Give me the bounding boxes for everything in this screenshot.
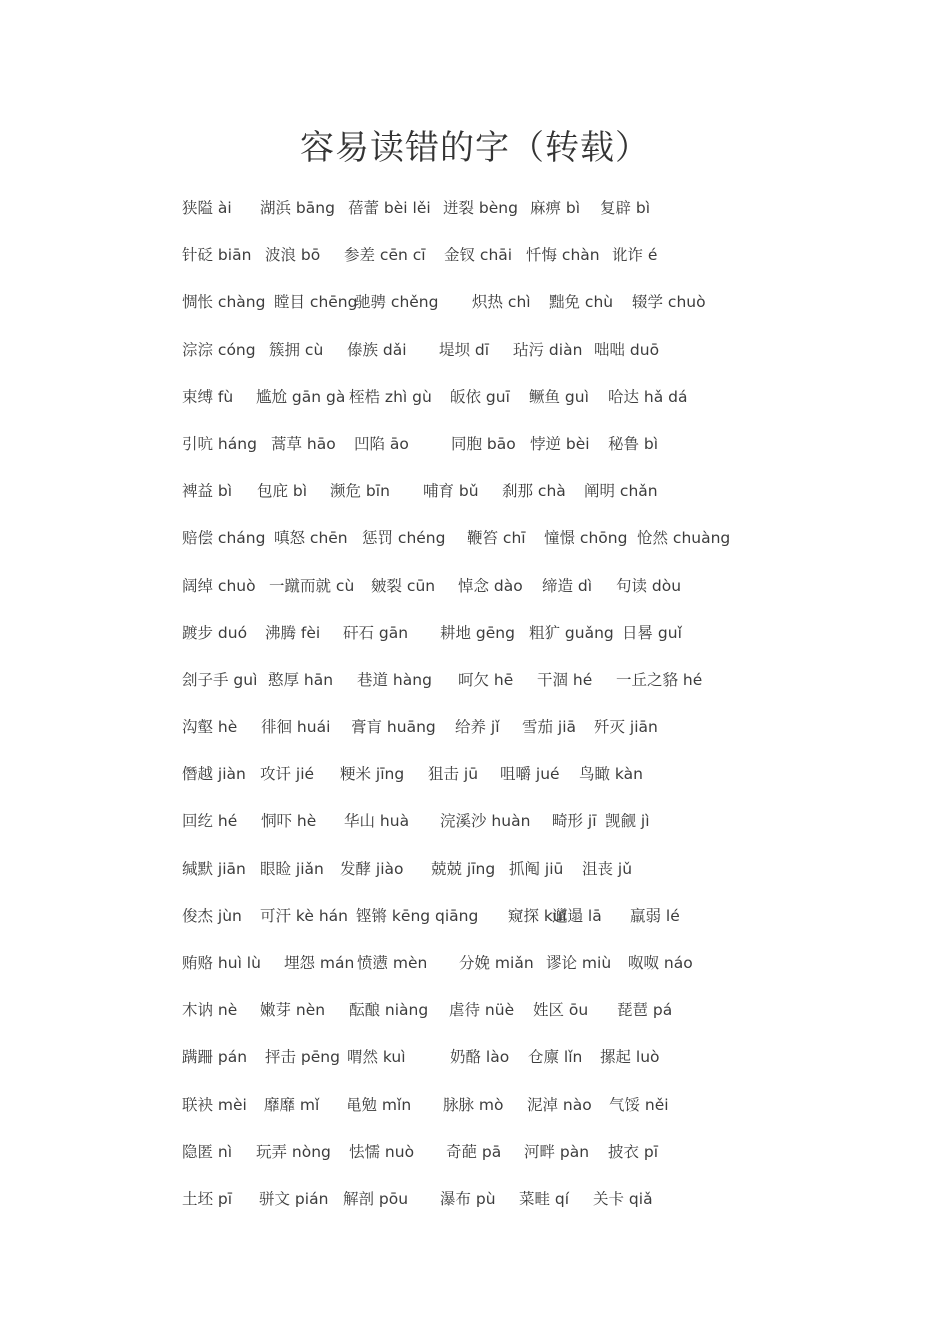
word-entry: 矸石 gān [343, 623, 409, 642]
word-entry: 一蹴而就 cù [269, 576, 355, 595]
word-entry: 狭隘 ài [182, 199, 232, 217]
word-row [182, 756, 882, 803]
word-entry: 蓓蕾 bèi lěi [348, 199, 431, 217]
word-entry: 缄默 jiān [182, 859, 246, 878]
word-entry: 可汗 kè hán [260, 906, 348, 925]
word-entry: 隐匿 nì [182, 1142, 233, 1161]
word-entry: 解剖 pōu [343, 1189, 409, 1208]
word-entry: 哈达 hǎ dá [608, 387, 688, 406]
word-entry: 皈依 guī [450, 387, 510, 406]
word-entry: 包庇 bì [257, 482, 308, 501]
word-row [182, 945, 882, 992]
word-row [182, 992, 882, 1039]
word-entry: 徘徊 huái [261, 718, 331, 737]
word-entry: 靡靡 mǐ [264, 1095, 320, 1114]
word-row [182, 662, 882, 709]
word-row [182, 520, 882, 567]
word-entry: 缔造 dì [542, 576, 593, 595]
word-entry: 觊觎 jì [605, 812, 650, 831]
word-entry: 辍学 chuò [632, 293, 706, 312]
word-entry: 俊杰 jùn [182, 906, 242, 925]
word-entry: 踱步 duó [182, 623, 248, 642]
word-entry: 歼灭 jiān [594, 718, 658, 737]
word-entry: 同胞 bāo [451, 434, 516, 453]
word-entry: 裨益 bì [182, 482, 233, 501]
word-entry: 讹诈 é [612, 246, 658, 265]
word-entry: 兢兢 jīng [431, 859, 496, 878]
word-entry: 愤懑 mèn [357, 954, 428, 972]
word-entry: 淙淙 cóng [182, 340, 256, 359]
word-entry: 针砭 biān [182, 246, 252, 265]
word-entry: 木讷 nè [182, 1001, 238, 1020]
word-entry: 嗔怒 chēn [274, 529, 348, 548]
word-entry: 羸弱 lé [630, 906, 680, 925]
word-entry: 波浪 bō [265, 246, 321, 265]
word-entry: 惩罚 chéng [362, 529, 446, 548]
word-entry: 怆然 chuàng [637, 529, 731, 548]
word-entry: 脉脉 mò [443, 1095, 504, 1114]
word-row [182, 237, 882, 284]
word-entry: 黾勉 mǐn [346, 1095, 412, 1114]
word-entry: 堤坝 dī [439, 340, 490, 359]
word-entry: 泥淖 nào [527, 1095, 592, 1114]
word-entry: 回纥 hé [182, 812, 238, 831]
word-entry: 悼念 dào [458, 576, 523, 595]
word-entry: 句读 dòu [616, 576, 682, 595]
word-entry: 骈文 pián [259, 1189, 329, 1208]
word-row [182, 851, 882, 898]
word-entry: 鸟瞰 kàn [579, 765, 643, 784]
word-entry: 攻讦 jié [260, 765, 315, 784]
word-entry: 披衣 pī [608, 1142, 659, 1161]
word-row [182, 332, 882, 379]
word-entry: 忏悔 chàn [526, 246, 600, 265]
word-entry: 窥探 kuī [508, 906, 567, 925]
word-entry: 麻痹 bì [530, 199, 581, 217]
word-entry: 分娩 miǎn [459, 954, 534, 972]
word-entry: 抓阄 jiū [509, 859, 564, 878]
word-entry: 干涸 hé [537, 670, 593, 689]
word-entry: 琵琶 pá [617, 1001, 673, 1020]
word-row [182, 709, 882, 756]
word-entry: 铿锵 kēng qiāng [356, 906, 479, 925]
word-entry: 华山 huà [344, 812, 410, 831]
word-entry: 酝酿 niàng [349, 1001, 429, 1020]
word-entry: 僭越 jiàn [182, 765, 246, 784]
word-entry: 气馁 něi [609, 1095, 669, 1114]
word-entry: 眼睑 jiǎn [260, 859, 324, 878]
word-entry: 刹那 chà [502, 482, 566, 501]
word-entry: 复辟 bì [600, 199, 651, 217]
word-entry: 畸形 jī [552, 812, 597, 831]
word-row [182, 190, 882, 237]
word-entry: 鞭笞 chī [467, 529, 526, 548]
word-entry: 黜免 chù [549, 293, 614, 312]
word-entry: 簇拥 cù [269, 340, 324, 359]
word-entry: 秘鲁 bì [608, 434, 659, 453]
word-entry: 憧憬 chōng [544, 529, 628, 548]
word-entry: 河畔 pàn [524, 1142, 590, 1161]
word-row [182, 803, 882, 850]
word-entry: 束缚 fù [182, 387, 234, 406]
word-entry: 摞起 luò [600, 1048, 660, 1067]
word-entry: 咄咄 duō [594, 340, 660, 359]
word-entry: 粳米 jīng [340, 765, 405, 784]
word-entry: 呵欠 hē [458, 670, 514, 689]
word-entry: 仓廪 lǐn [528, 1048, 583, 1067]
word-entry: 土坯 pī [182, 1189, 233, 1208]
word-entry: 虐待 nüè [449, 1001, 515, 1020]
word-entry: 耕地 gēng [440, 623, 515, 642]
word-entry: 阔绰 chuò [182, 576, 256, 595]
word-entry: 怯懦 nuò [349, 1142, 415, 1161]
word-entry: 惆怅 chàng [182, 293, 266, 312]
word-entry: 发酵 jiào [340, 859, 404, 878]
word-entry: 刽子手 guì [182, 670, 258, 689]
word-entry: 憨厚 hān [268, 670, 334, 689]
word-entry: 炽热 chì [472, 293, 531, 312]
word-entry: 关卡 qiǎ [593, 1189, 653, 1208]
word-entry: 阐明 chǎn [584, 482, 658, 501]
word-entry: 雪茄 jiā [522, 718, 577, 737]
word-entry: 参差 cēn cī [344, 246, 426, 265]
word-entry: 凹陷 āo [354, 434, 409, 453]
word-row [182, 898, 882, 945]
word-entry: 抨击 pēng [265, 1048, 340, 1067]
word-entry: 引吭 háng [182, 434, 257, 453]
word-entry: 奇葩 pā [446, 1142, 502, 1161]
word-entry: 玩弄 nòng [256, 1142, 331, 1161]
word-entry: 膏肓 huāng [351, 718, 436, 737]
word-entry: 鳜鱼 guì [529, 387, 589, 406]
word-entry: 湖浜 bāng [260, 199, 335, 217]
word-row [182, 473, 882, 520]
word-entry: 呶呶 náo [628, 954, 693, 972]
word-row [182, 1181, 882, 1228]
word-row [182, 1134, 882, 1181]
word-row [182, 615, 882, 662]
word-entry: 恫吓 hè [261, 812, 317, 831]
word-entry: 联袂 mèi [182, 1095, 247, 1114]
word-entry: 赔偿 cháng [182, 529, 266, 548]
word-entry: 贿赂 huì lù [182, 954, 261, 972]
word-row [182, 1039, 882, 1086]
word-entry: 嫩芽 nèn [260, 1001, 326, 1020]
word-entry: 一丘之貉 hé [616, 670, 703, 689]
word-entry: 姓区 ōu [533, 1001, 589, 1020]
word-entry: 狙击 jū [428, 765, 479, 784]
word-entry: 金钗 chāi [444, 246, 513, 265]
word-entry: 瞠目 chēng [274, 293, 358, 312]
word-entry: 喟然 kuì [347, 1048, 406, 1067]
word-entry: 日晷 guǐ [622, 623, 682, 642]
word-entry: 沟壑 hè [182, 718, 238, 737]
word-entry: 奶酪 lào [450, 1048, 510, 1067]
word-entry: 濒危 bīn [330, 482, 390, 501]
word-entry: 谬论 miù [546, 954, 612, 972]
word-entry: 哺育 bǔ [423, 482, 479, 501]
word-entry: 邋遢 lā [552, 906, 602, 925]
word-entry: 皴裂 cūn [371, 576, 436, 595]
word-entry: 悖逆 bèi [530, 434, 590, 453]
word-entry: 迸裂 bèng [443, 199, 518, 217]
word-entry: 沸腾 fèi [265, 623, 321, 642]
page-title: 容易读错的字（转载） [300, 128, 650, 168]
word-entry: 尴尬 gān gà [256, 387, 346, 406]
word-entry: 巷道 hàng [357, 670, 432, 689]
word-row [182, 426, 882, 473]
word-entry: 蹒跚 pán [182, 1048, 248, 1067]
word-entry: 菜畦 qí [519, 1189, 570, 1208]
word-entry: 粗犷 guǎng [529, 623, 614, 642]
word-entry: 桎梏 zhì gù [349, 387, 432, 406]
word-entry: 驰骋 chěng [355, 293, 439, 312]
word-row [182, 1087, 882, 1134]
word-entry: 埋怨 mán [284, 954, 355, 972]
word-entry: 给养 jǐ [455, 718, 500, 737]
word-entry: 咀嚼 jué [500, 765, 560, 784]
word-row [182, 568, 882, 615]
word-entry: 沮丧 jǔ [582, 859, 633, 878]
word-entry: 浣溪沙 huàn [440, 812, 531, 831]
word-entry: 瀑布 pù [440, 1189, 496, 1208]
word-list [182, 190, 882, 1228]
word-row [182, 379, 882, 426]
word-entry: 蒿草 hāo [271, 434, 336, 453]
word-entry: 玷污 diàn [513, 340, 583, 359]
word-row [182, 284, 882, 331]
word-entry: 傣族 dǎi [347, 340, 407, 359]
